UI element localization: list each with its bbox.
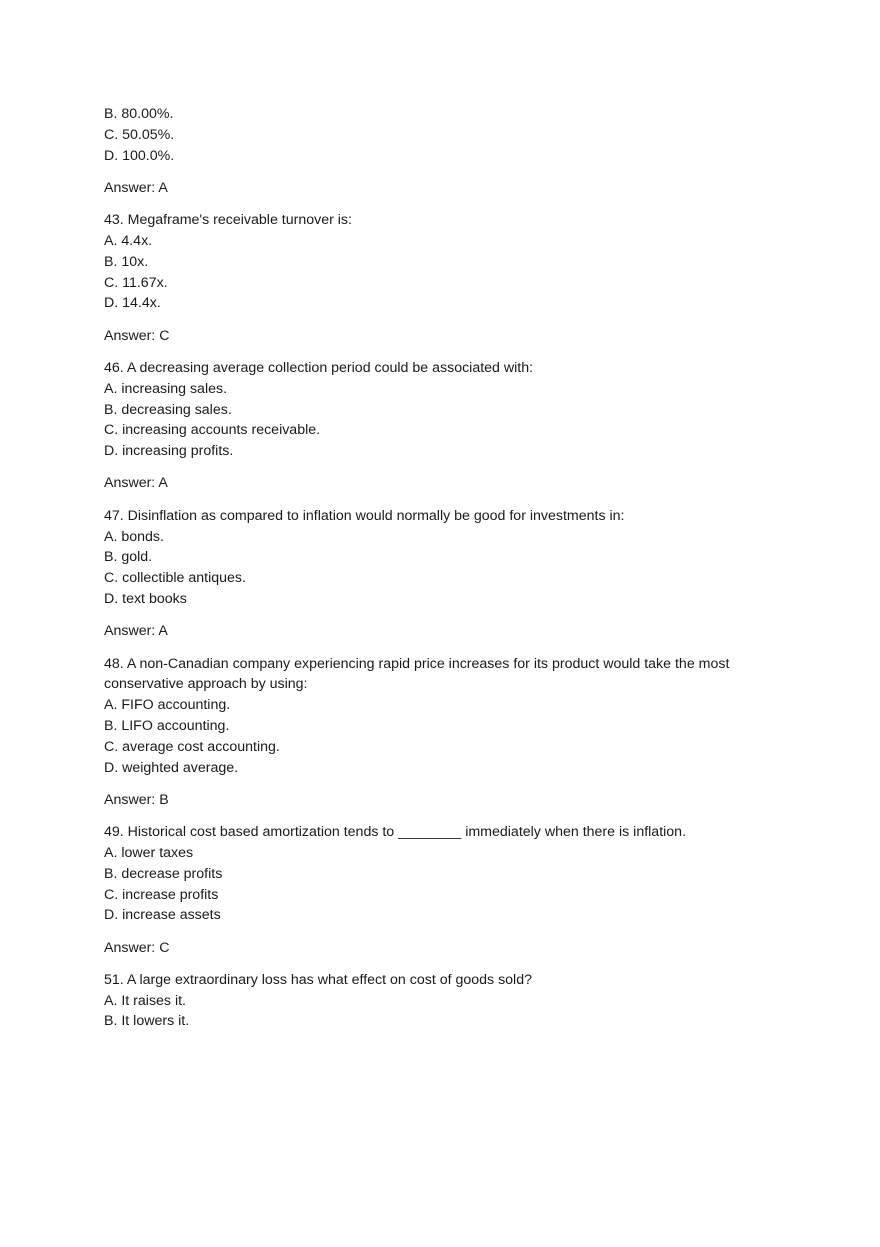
answer-key — [104, 790, 784, 811]
question-block — [104, 822, 784, 926]
answer-option: B. It lowers it. — [104, 1013, 190, 1030]
question-text: 46. A decreasing average collection period could be associated with: — [104, 359, 534, 376]
answer-option: B. 80.00%. — [104, 106, 174, 122]
answer-option: B. 10x. — [104, 253, 149, 270]
answer-option: A. lower taxes — [104, 844, 194, 861]
answer-key — [104, 938, 784, 959]
answer-option: C. collectible antiques. — [104, 570, 246, 587]
question-block — [104, 104, 784, 166]
answer-text: Answer: A — [104, 475, 168, 492]
answer-option: B. gold. — [104, 549, 153, 566]
answer-option: D. 100.0%. — [104, 147, 175, 164]
question-text: 49. Historical cost based amortization tends to ________ immediately when there is inflation. — [104, 824, 687, 841]
answer-option: C. 50.05%. — [104, 126, 175, 143]
answer-option: C. increase profits — [104, 886, 219, 903]
answer-option: D. weighted average. — [104, 759, 239, 776]
answer-option: A. increasing sales. — [104, 380, 228, 397]
question-block — [104, 970, 784, 1032]
answer-key — [104, 178, 784, 199]
answer-option: A. 4.4x. — [104, 232, 153, 249]
answer-option: A. It raises it. — [104, 992, 186, 1009]
answer-option: B. decreasing sales. — [104, 401, 232, 418]
answer-option: D. 14.4x. — [104, 295, 161, 312]
answer-option: D. increasing profits. — [104, 443, 234, 460]
answer-option: C. increasing accounts receivable. — [104, 422, 321, 439]
answer-option: C. 11.67x. — [104, 274, 168, 291]
answer-text: Answer: A — [104, 179, 168, 196]
answer-text: Answer: A — [104, 623, 168, 640]
question-text: 43. Megaframe's receivable turnover is: — [104, 212, 352, 229]
question-text: 51. A large extraordinary loss has what effect on cost of goods sold? — [104, 971, 532, 988]
question-block — [104, 654, 784, 779]
answer-key — [104, 473, 784, 494]
answer-text: Answer: C — [104, 939, 170, 956]
answer-option: A. FIFO accounting. — [104, 697, 231, 714]
question-text: 47. Disinflation as compared to inflation would normally be good for investments in: — [104, 507, 625, 524]
question-list — [104, 104, 784, 1044]
answer-option: B. LIFO accounting. — [104, 717, 230, 734]
question-block — [104, 358, 784, 462]
question-text-continued: conservative approach by using: — [104, 676, 308, 693]
answer-key — [104, 326, 784, 347]
answer-option: D. increase assets — [104, 907, 221, 924]
answer-option: C. average cost accounting. — [104, 738, 280, 755]
answer-text: Answer: C — [104, 327, 170, 344]
answer-option: D. text books — [104, 590, 187, 607]
answer-option: B. decrease profits — [104, 865, 223, 882]
question-text: 48. A non-Canadian company experiencing rapid price increases for its product would take the most — [104, 655, 730, 672]
question-block — [104, 210, 784, 314]
question-block — [104, 506, 784, 610]
answer-text: Answer: B — [104, 791, 169, 808]
answer-key — [104, 621, 784, 642]
answer-option: A. bonds. — [104, 528, 164, 545]
